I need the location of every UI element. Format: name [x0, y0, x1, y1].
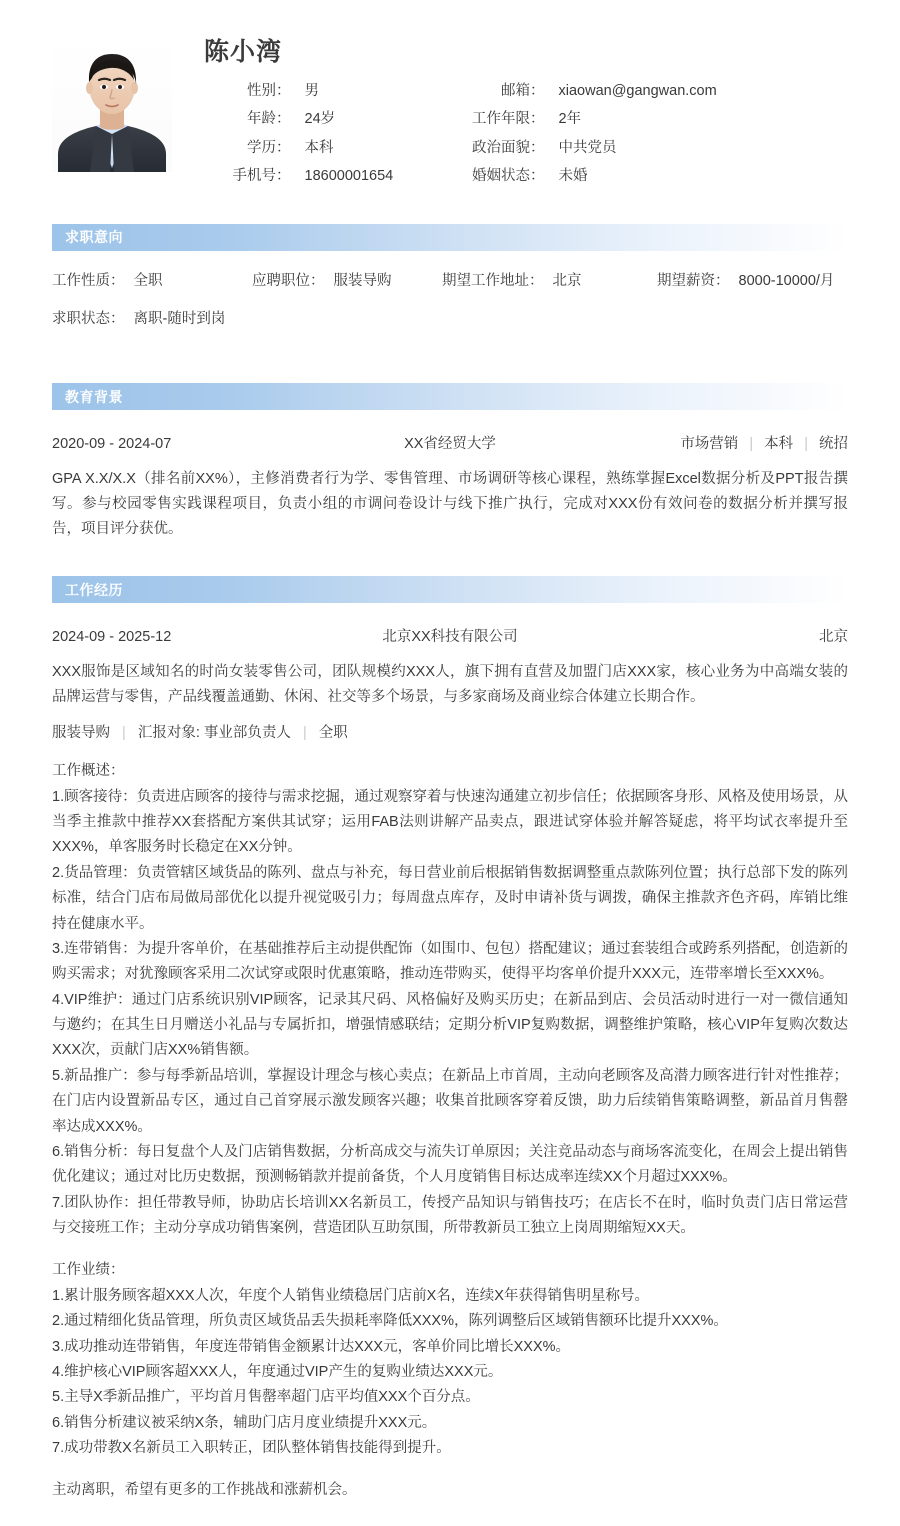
- work-overview-item: 3.连带销售：为提升客单价，在基础推荐后主动提供配饰（如围巾、包包）搭配建议；通过套装组合或跨系列搭配，创造新的购买需求；对犹豫顾客采用二次试穿或限时优惠策略，推动连带购买，使得平均客单价提升XXX元，连带率增长至XXX%。: [52, 940, 848, 983]
- colon: ：: [530, 139, 545, 156]
- page-title: 陈小湾: [204, 38, 283, 66]
- section-title-education: 教育背景: [65, 388, 123, 405]
- section-work-experience: [0, 576, 900, 1526]
- work-date-range: 2024-09 - 2025-12: [52, 629, 172, 646]
- job-intention-body: [52, 251, 848, 329]
- field-expected-location-value: 北京: [552, 272, 582, 289]
- info-email-value: xiaowan@gangwan.com: [558, 83, 717, 99]
- colon: ：: [530, 168, 545, 185]
- work-job-type: 全职: [318, 725, 348, 742]
- work-performance-item: 6.销售分析建议被采纳X条，辅助门店月度业绩提升XXX元。: [52, 1414, 437, 1431]
- education-description: GPA X.X/X.X（排名前XX%），主修消费者行为学、零售管理、市场调研等核心课程，熟练掌握Excel数据分析及PPT报告撰写。参与校园零售实践课程项目，负责小组的市调问卷设计与线下推广执行，完成对XXX份有效问卷的数据分析并撰写报告，项目评分获优。: [52, 471, 848, 538]
- work-performance-item: 5.主导X季新品推广，平均首月售罄率超门店平均值XXX个百分点。: [52, 1389, 480, 1406]
- work-body: [52, 603, 848, 1526]
- section-title-job-intention: 求职意向: [65, 229, 123, 246]
- section-header-work-experience: [52, 576, 848, 603]
- info-political-status: [444, 140, 848, 157]
- separator: |: [122, 725, 126, 742]
- colon: ：: [310, 272, 325, 289]
- separator: |: [804, 436, 808, 453]
- field-expected-salary: [657, 273, 834, 290]
- work-position-meta: [52, 723, 848, 743]
- field-target-position: [252, 273, 442, 290]
- info-email: [444, 83, 848, 100]
- separator: |: [749, 436, 754, 453]
- profile-photo-image: [52, 38, 172, 172]
- section-header-job-intention: [52, 224, 848, 251]
- colon: ：: [276, 168, 291, 185]
- job-intention-row-2: [52, 311, 848, 328]
- info-age: [204, 111, 444, 128]
- section-title-work-experience: 工作经历: [65, 581, 123, 598]
- info-experience-label: 工作年限: [472, 111, 530, 128]
- education-date-range: 2020-09 - 2024-07: [52, 436, 172, 453]
- info-political-status-label: 政治面貌: [472, 139, 530, 156]
- spacer: [52, 1504, 848, 1526]
- field-target-position-value: 服装导购: [333, 272, 392, 289]
- field-job-seeking-status-label: 求职状态: [52, 310, 110, 327]
- info-marital-status-value: 未婚: [558, 168, 588, 185]
- job-intention-row-1: [52, 273, 848, 290]
- colon: ：: [110, 310, 125, 327]
- field-expected-location-label: 期望工作地址: [442, 272, 529, 289]
- colon: ：: [530, 83, 545, 99]
- education-school: XX省经贸大学: [404, 436, 496, 453]
- work-report-to: 汇报对象: 事业部负责人: [137, 725, 291, 742]
- profile-info: [172, 38, 848, 186]
- education-degree: 本科: [764, 436, 794, 453]
- work-performance-item: 3.成功推动连带销售，年度连带销售金额累计达XXX元，客单价同比增长XXX%。: [52, 1338, 571, 1355]
- avatar: [52, 38, 172, 172]
- work-overview-item: 6.销售分析：每日复盘个人及门店销售数据，分析高成交与流失订单原因；关注竞品动态与商场客流变化，在周会上提出销售优化建议；通过对比历史数据，预测畅销款并提前备货，个人月度销售目标达成率连续XX个月超过XXX%。: [52, 1143, 848, 1186]
- education-major: 市场营销: [680, 436, 739, 453]
- info-phone-label: 手机号: [232, 168, 276, 185]
- info-marital-status: [444, 168, 848, 185]
- colon: ：: [715, 272, 730, 289]
- info-degree: [204, 140, 444, 157]
- info-political-status-value: 中共党员: [558, 139, 617, 156]
- info-phone: [204, 168, 444, 185]
- info-gender: [204, 83, 444, 100]
- work-performance-item: 2.通过精细化货品管理，所负责区域货品丢失损耗率降低XXX%，陈列调整后区域销售额环比提升XXX%。: [52, 1313, 728, 1330]
- profile-header: [0, 0, 900, 186]
- work-performance-item: 1.累计服务顾客超XXX人次，年度个人销售业绩稳居门店前X名，连续X年获得销售明星称号。: [52, 1287, 649, 1304]
- work-location: 北京: [819, 629, 848, 646]
- info-gender-value: 男: [304, 83, 319, 99]
- field-expected-salary-value: 8000-10000/月: [738, 272, 835, 289]
- education-body: [52, 410, 848, 542]
- colon: ：: [276, 111, 291, 128]
- work-overview-item: 2.货品管理：负责管辖区域货品的陈列、盘点与补充，每日营业前后根据销售数据调整重点款陈列位置；执行总部下发的陈列标准，结合门店布局做局部优化以提升视觉吸引力；每周盘点库存，及时申请补货与调拨，确保主推款齐色齐码，库销比维持在健康水平。: [52, 864, 848, 932]
- colon: ：: [276, 139, 291, 156]
- field-job-seeking-status: [52, 311, 252, 328]
- info-gender-label: 性别: [247, 83, 276, 99]
- work-overview-item: 4.VIP维护：通过门店系统识别VIP顾客，记录其尺码、风格偏好及购买历史；在新品到店、会员活动时进行一对一微信通知与邀约；在其生日月赠送小礼品与专属折扣，增强情感联结；定期分析VIP复购数据，调整维护策略，核心VIP年复购次数达XXX次，贡献门店XX%销售额。: [52, 991, 848, 1059]
- separator: |: [302, 725, 307, 742]
- work-performance-item: 4.维护核心VIP顾客超XXX人，年度通过VIP产生的复购业绩达XXX元。: [52, 1363, 503, 1380]
- spacer: [0, 542, 900, 576]
- info-experience: [444, 111, 848, 128]
- spacer: [0, 186, 900, 224]
- section-job-intention: [0, 224, 900, 329]
- info-degree-value: 本科: [304, 139, 334, 156]
- work-overview-item: 7.团队协作：担任带教导师，协助店长培训XX名新员工，传授产品知识与销售技巧；在店长不在时，临时负责门店日常运营与交接班工作；主动分享成功销售案例，营造团队互助氛围，所带教新员工独立上岗周期缩短XX天。: [52, 1194, 848, 1237]
- work-overview-item: 1.顾客接待：负责进店顾客的接待与需求挖掘，通过观察穿着与快速沟通建立初步信任；依据顾客身形、风格及使用场景，从当季主推款中推荐XX套搭配方案供其试穿；运用FAB法则讲解产品卖点，跟进试穿体验并解答疑虑，将平均试衣率提升至XXX%，单客服务时长稳定在XX分钟。: [52, 788, 848, 856]
- section-header-education: [52, 383, 848, 410]
- work-performance-title: 工作业绩：: [52, 1262, 125, 1279]
- personal-info-grid: [204, 83, 848, 186]
- colon: ：: [529, 272, 544, 289]
- spacer: [0, 349, 900, 383]
- work-overview-item: 5.新品推广：参与每季新品培训，掌握设计理念与核心卖点；在新品上市首周，主动向老顾客及高潜力顾客进行针对性推荐；在门店内设置新品专区，通过自己首穿展示激发顾客兴趣；收集首批顾客穿着反馈，助力后续销售策略调整，新品首月售罄率达成XXX%。: [52, 1067, 848, 1135]
- work-closing-note: 主动离职，希望有更多的工作挑战和涨薪机会。: [52, 1482, 357, 1499]
- education-entry-header: [52, 432, 848, 453]
- work-performance-item: 7.成功带教X名新员工入职转正，团队整体销售技能得到提升。: [52, 1440, 451, 1457]
- field-job-nature-label: 工作性质: [52, 272, 110, 289]
- colon: ：: [530, 111, 545, 128]
- work-overview-title: 工作概述：: [52, 763, 125, 780]
- field-job-seeking-status-value: 离职-随时到岗: [133, 310, 226, 327]
- info-age-value: 24岁: [304, 111, 336, 128]
- info-email-label: 邮箱: [501, 83, 530, 99]
- work-company: 北京XX科技有限公司: [382, 629, 518, 646]
- work-entry-header: [52, 625, 848, 646]
- colon: ：: [110, 272, 125, 289]
- education-admission-type: 统招: [819, 436, 848, 453]
- field-job-nature: [52, 273, 252, 290]
- field-expected-salary-label: 期望薪资: [657, 272, 715, 289]
- section-education: [0, 383, 900, 542]
- field-expected-location: [442, 273, 657, 290]
- info-age-label: 年龄: [247, 111, 276, 128]
- field-target-position-label: 应聘职位: [252, 272, 310, 289]
- colon: ：: [276, 83, 291, 99]
- education-tags: [548, 432, 848, 453]
- info-marital-status-label: 婚姻状态: [472, 168, 530, 185]
- work-details: [52, 759, 848, 1504]
- info-experience-value: 2年: [558, 111, 582, 128]
- field-job-nature-value: 全职: [133, 272, 163, 289]
- info-phone-value: 18600001654: [304, 168, 394, 185]
- info-degree-label: 学历: [247, 139, 276, 156]
- work-company-intro: XXX服饰是区域知名的时尚女装零售公司，团队规模约XXX人，旗下拥有直营及加盟门店XXX家，核心业务为中高端女装的品牌运营与零售，产品线覆盖通勤、休闲、社交等多个场景，与多家商场及商业综合体建立长期合作。: [52, 664, 848, 706]
- work-position: 服装导购: [52, 725, 110, 742]
